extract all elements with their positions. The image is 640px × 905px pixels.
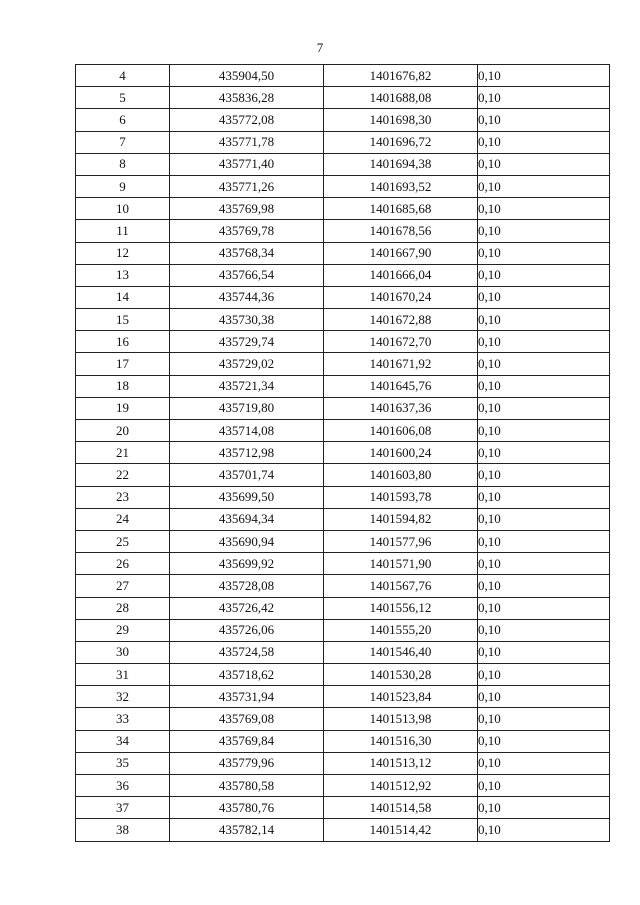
point-number-cell: 10 [76, 198, 170, 220]
y-coordinate-cell: 1401666,04 [324, 264, 478, 286]
accuracy-cell: 0,10 [478, 309, 610, 331]
accuracy-cell: 0,10 [478, 730, 610, 752]
accuracy-cell: 0,10 [478, 397, 610, 419]
table-row [76, 309, 610, 331]
y-coordinate-cell: 1401571,90 [324, 553, 478, 575]
point-number-cell: 5 [76, 87, 170, 109]
table-row [76, 286, 610, 308]
point-number-cell: 30 [76, 641, 170, 663]
table-row [76, 553, 610, 575]
x-coordinate-cell: 435699,50 [170, 486, 324, 508]
y-coordinate-cell: 1401694,38 [324, 153, 478, 175]
x-coordinate-cell: 435701,74 [170, 464, 324, 486]
accuracy-cell: 0,10 [478, 87, 610, 109]
point-number-cell: 17 [76, 353, 170, 375]
table-row [76, 686, 610, 708]
accuracy-cell: 0,10 [478, 420, 610, 442]
x-coordinate-cell: 435728,08 [170, 575, 324, 597]
accuracy-cell: 0,10 [478, 686, 610, 708]
accuracy-cell: 0,10 [478, 109, 610, 131]
table-row [76, 797, 610, 819]
table-row [76, 775, 610, 797]
accuracy-cell: 0,10 [478, 464, 610, 486]
x-coordinate-cell: 435769,08 [170, 708, 324, 730]
table-row [76, 65, 610, 87]
x-coordinate-cell: 435731,94 [170, 686, 324, 708]
point-number-cell: 18 [76, 375, 170, 397]
y-coordinate-cell: 1401672,88 [324, 309, 478, 331]
y-coordinate-cell: 1401523,84 [324, 686, 478, 708]
accuracy-cell: 0,10 [478, 175, 610, 197]
x-coordinate-cell: 435726,06 [170, 619, 324, 641]
table-row [76, 708, 610, 730]
y-coordinate-cell: 1401685,68 [324, 198, 478, 220]
table-row [76, 575, 610, 597]
x-coordinate-cell: 435769,84 [170, 730, 324, 752]
coordinates-table [75, 64, 610, 842]
table-row [76, 87, 610, 109]
point-number-cell: 19 [76, 397, 170, 419]
y-coordinate-cell: 1401667,90 [324, 242, 478, 264]
y-coordinate-cell: 1401514,58 [324, 797, 478, 819]
point-number-cell: 27 [76, 575, 170, 597]
x-coordinate-cell: 435729,02 [170, 353, 324, 375]
table-row [76, 597, 610, 619]
y-coordinate-cell: 1401603,80 [324, 464, 478, 486]
y-coordinate-cell: 1401672,70 [324, 331, 478, 353]
point-number-cell: 31 [76, 664, 170, 686]
point-number-cell: 26 [76, 553, 170, 575]
point-number-cell: 33 [76, 708, 170, 730]
x-coordinate-cell: 435718,62 [170, 664, 324, 686]
point-number-cell: 38 [76, 819, 170, 841]
y-coordinate-cell: 1401693,52 [324, 175, 478, 197]
accuracy-cell: 0,10 [478, 442, 610, 464]
table-row [76, 131, 610, 153]
accuracy-cell: 0,10 [478, 553, 610, 575]
accuracy-cell: 0,10 [478, 708, 610, 730]
point-number-cell: 7 [76, 131, 170, 153]
table-row [76, 442, 610, 464]
point-number-cell: 32 [76, 686, 170, 708]
point-number-cell: 8 [76, 153, 170, 175]
y-coordinate-cell: 1401514,42 [324, 819, 478, 841]
accuracy-cell: 0,10 [478, 664, 610, 686]
table-row [76, 175, 610, 197]
table-row [76, 420, 610, 442]
x-coordinate-cell: 435726,42 [170, 597, 324, 619]
x-coordinate-cell: 435719,80 [170, 397, 324, 419]
point-number-cell: 25 [76, 530, 170, 552]
y-coordinate-cell: 1401513,98 [324, 708, 478, 730]
point-number-cell: 20 [76, 420, 170, 442]
table-row [76, 198, 610, 220]
table-row [76, 530, 610, 552]
y-coordinate-cell: 1401698,30 [324, 109, 478, 131]
table-row [76, 819, 610, 841]
accuracy-cell: 0,10 [478, 286, 610, 308]
y-coordinate-cell: 1401546,40 [324, 641, 478, 663]
table-row [76, 664, 610, 686]
table-row [76, 508, 610, 530]
point-number-cell: 14 [76, 286, 170, 308]
y-coordinate-cell: 1401688,08 [324, 87, 478, 109]
table-row [76, 641, 610, 663]
x-coordinate-cell: 435729,74 [170, 331, 324, 353]
point-number-cell: 16 [76, 331, 170, 353]
table-row [76, 153, 610, 175]
table-row [76, 264, 610, 286]
point-number-cell: 22 [76, 464, 170, 486]
x-coordinate-cell: 435769,98 [170, 198, 324, 220]
point-number-cell: 23 [76, 486, 170, 508]
y-coordinate-cell: 1401512,92 [324, 775, 478, 797]
table-row [76, 220, 610, 242]
accuracy-cell: 0,10 [478, 220, 610, 242]
table-row [76, 331, 610, 353]
y-coordinate-cell: 1401678,56 [324, 220, 478, 242]
accuracy-cell: 0,10 [478, 508, 610, 530]
y-coordinate-cell: 1401645,76 [324, 375, 478, 397]
table-row [76, 464, 610, 486]
x-coordinate-cell: 435744,36 [170, 286, 324, 308]
accuracy-cell: 0,10 [478, 752, 610, 774]
point-number-cell: 13 [76, 264, 170, 286]
x-coordinate-cell: 435772,08 [170, 109, 324, 131]
y-coordinate-cell: 1401600,24 [324, 442, 478, 464]
table-row [76, 486, 610, 508]
x-coordinate-cell: 435769,78 [170, 220, 324, 242]
x-coordinate-cell: 435904,50 [170, 65, 324, 87]
y-coordinate-cell: 1401606,08 [324, 420, 478, 442]
y-coordinate-cell: 1401676,82 [324, 65, 478, 87]
y-coordinate-cell: 1401593,78 [324, 486, 478, 508]
accuracy-cell: 0,10 [478, 597, 610, 619]
y-coordinate-cell: 1401696,72 [324, 131, 478, 153]
y-coordinate-cell: 1401516,30 [324, 730, 478, 752]
point-number-cell: 29 [76, 619, 170, 641]
point-number-cell: 6 [76, 109, 170, 131]
x-coordinate-cell: 435721,34 [170, 375, 324, 397]
point-number-cell: 11 [76, 220, 170, 242]
x-coordinate-cell: 435730,38 [170, 309, 324, 331]
y-coordinate-cell: 1401556,12 [324, 597, 478, 619]
x-coordinate-cell: 435780,58 [170, 775, 324, 797]
accuracy-cell: 0,10 [478, 486, 610, 508]
point-number-cell: 35 [76, 752, 170, 774]
point-number-cell: 28 [76, 597, 170, 619]
accuracy-cell: 0,10 [478, 264, 610, 286]
table-row [76, 375, 610, 397]
table-row [76, 752, 610, 774]
point-number-cell: 12 [76, 242, 170, 264]
point-number-cell: 24 [76, 508, 170, 530]
table-row [76, 109, 610, 131]
accuracy-cell: 0,10 [478, 375, 610, 397]
x-coordinate-cell: 435714,08 [170, 420, 324, 442]
table-row [76, 619, 610, 641]
point-number-cell: 37 [76, 797, 170, 819]
x-coordinate-cell: 435766,54 [170, 264, 324, 286]
accuracy-cell: 0,10 [478, 619, 610, 641]
accuracy-cell: 0,10 [478, 131, 610, 153]
point-number-cell: 4 [76, 65, 170, 87]
accuracy-cell: 0,10 [478, 775, 610, 797]
y-coordinate-cell: 1401594,82 [324, 508, 478, 530]
accuracy-cell: 0,10 [478, 331, 610, 353]
x-coordinate-cell: 435771,78 [170, 131, 324, 153]
coordinates-table-body [76, 65, 610, 842]
y-coordinate-cell: 1401577,96 [324, 530, 478, 552]
table-row [76, 353, 610, 375]
accuracy-cell: 0,10 [478, 819, 610, 841]
point-number-cell: 21 [76, 442, 170, 464]
y-coordinate-cell: 1401530,28 [324, 664, 478, 686]
accuracy-cell: 0,10 [478, 198, 610, 220]
point-number-cell: 36 [76, 775, 170, 797]
x-coordinate-cell: 435782,14 [170, 819, 324, 841]
x-coordinate-cell: 435768,34 [170, 242, 324, 264]
x-coordinate-cell: 435699,92 [170, 553, 324, 575]
x-coordinate-cell: 435836,28 [170, 87, 324, 109]
x-coordinate-cell: 435779,96 [170, 752, 324, 774]
x-coordinate-cell: 435771,26 [170, 175, 324, 197]
y-coordinate-cell: 1401567,76 [324, 575, 478, 597]
accuracy-cell: 0,10 [478, 530, 610, 552]
x-coordinate-cell: 435780,76 [170, 797, 324, 819]
accuracy-cell: 0,10 [478, 153, 610, 175]
point-number-cell: 34 [76, 730, 170, 752]
point-number-cell: 9 [76, 175, 170, 197]
x-coordinate-cell: 435690,94 [170, 530, 324, 552]
accuracy-cell: 0,10 [478, 575, 610, 597]
y-coordinate-cell: 1401670,24 [324, 286, 478, 308]
table-row [76, 242, 610, 264]
accuracy-cell: 0,10 [478, 797, 610, 819]
table-row [76, 397, 610, 419]
accuracy-cell: 0,10 [478, 353, 610, 375]
y-coordinate-cell: 1401555,20 [324, 619, 478, 641]
x-coordinate-cell: 435712,98 [170, 442, 324, 464]
y-coordinate-cell: 1401513,12 [324, 752, 478, 774]
y-coordinate-cell: 1401637,36 [324, 397, 478, 419]
x-coordinate-cell: 435694,34 [170, 508, 324, 530]
x-coordinate-cell: 435724,58 [170, 641, 324, 663]
page-number: 7 [316, 40, 324, 55]
accuracy-cell: 0,10 [478, 242, 610, 264]
y-coordinate-cell: 1401671,92 [324, 353, 478, 375]
table-row [76, 730, 610, 752]
x-coordinate-cell: 435771,40 [170, 153, 324, 175]
accuracy-cell: 0,10 [478, 641, 610, 663]
accuracy-cell: 0,10 [478, 65, 610, 87]
point-number-cell: 15 [76, 309, 170, 331]
